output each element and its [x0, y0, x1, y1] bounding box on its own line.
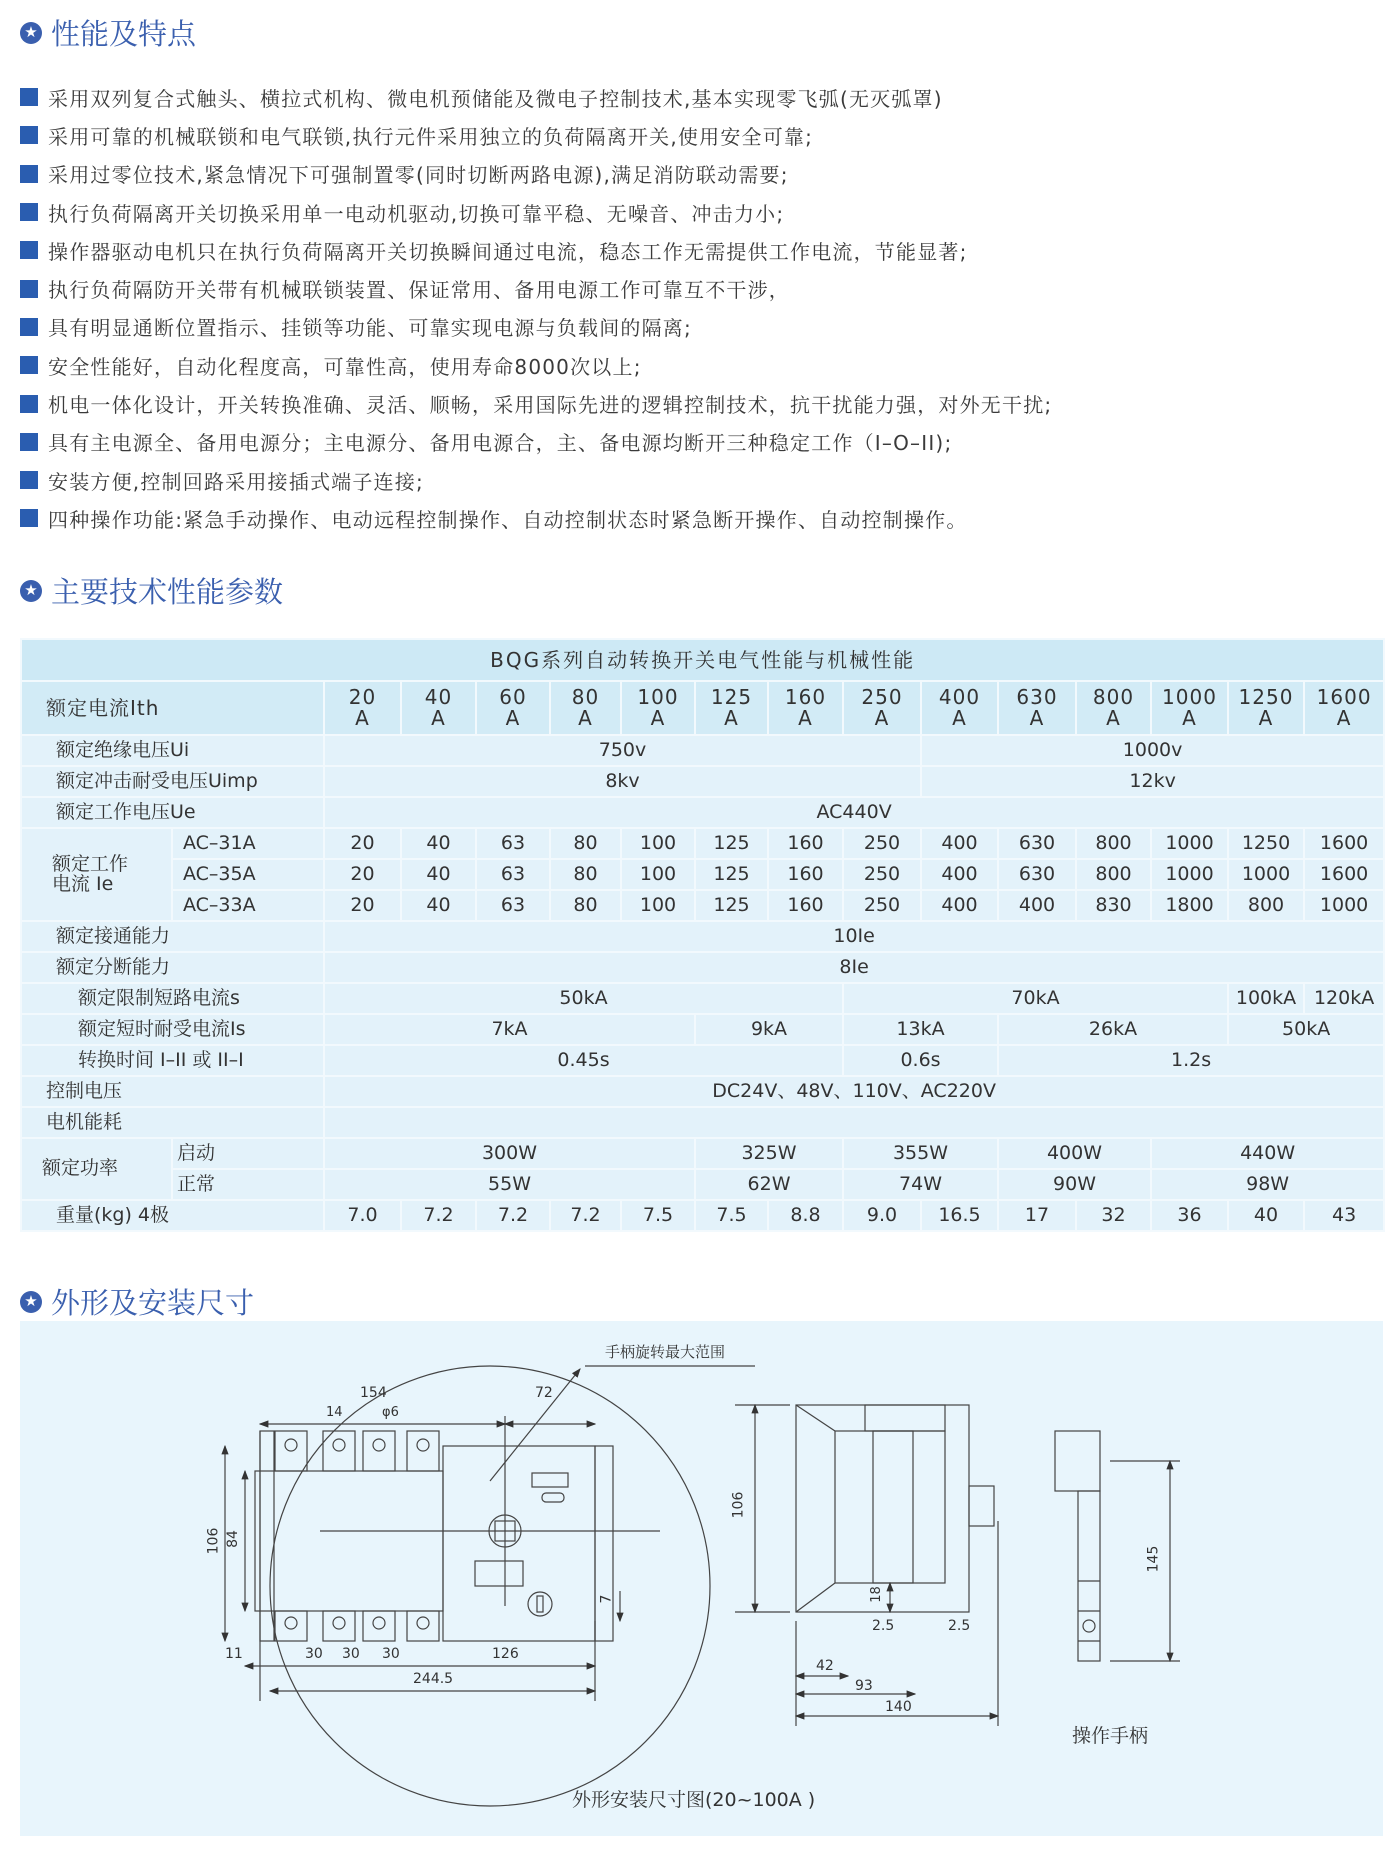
table-cell: 100kA	[1228, 983, 1304, 1014]
table-cell: 1600	[1304, 859, 1384, 890]
switch-body	[255, 1471, 443, 1611]
table-cell: 80	[550, 859, 621, 890]
section-heading-dimensions	[20, 1281, 254, 1322]
table-cell: 9.0	[843, 1200, 921, 1231]
square-bullet-icon	[20, 241, 38, 259]
table-cell: 830	[1076, 890, 1151, 921]
table-cell: 800	[1076, 859, 1151, 890]
table-cell: 400	[921, 859, 998, 890]
square-bullet-icon	[20, 165, 38, 183]
table-cell: 355W	[843, 1138, 998, 1169]
current-header: 630 A	[998, 681, 1076, 735]
square-bullet-icon	[20, 88, 38, 106]
table-cell: 1800	[1151, 890, 1228, 921]
square-bullet-icon	[20, 280, 38, 298]
table-cell: 36	[1151, 1200, 1228, 1231]
table-cell: 0.6s	[843, 1045, 998, 1076]
table-cell: 800	[1076, 828, 1151, 859]
table-cell: 400	[921, 828, 998, 859]
table-cell: 20	[324, 859, 401, 890]
current-header: 800 A	[1076, 681, 1151, 735]
table-cell: 90W	[998, 1169, 1151, 1200]
table-cell: 160	[768, 828, 843, 859]
dim-label: 42	[816, 1658, 834, 1674]
table-cell: 启动	[172, 1138, 324, 1169]
dim-label: 93	[855, 1678, 873, 1694]
table-cell: 1000v	[921, 735, 1384, 766]
table-cell: 400	[998, 890, 1076, 921]
dim-label: 30	[305, 1646, 323, 1662]
table-cell: 750v	[324, 735, 921, 766]
dimension-diagram-panel	[20, 1321, 1383, 1836]
dim-label: 140	[885, 1699, 912, 1715]
table-row	[21, 1076, 1384, 1107]
dim-label: 106	[730, 1491, 747, 1519]
table-cell: 额定绝缘电压Ui	[21, 735, 324, 766]
current-header: 125 A	[695, 681, 768, 735]
table-cell: 10Ie	[324, 921, 1384, 952]
table-cell: 7.2	[476, 1200, 550, 1231]
table-cell: 63	[476, 828, 550, 859]
table-cell: 8Ie	[324, 952, 1384, 983]
dim-label: 30	[342, 1646, 360, 1662]
work-current-label: 额定工作 电流 Ie	[21, 828, 172, 921]
dim-label: 18	[868, 1586, 884, 1603]
table-cell: 额定限制短路电流s	[21, 983, 324, 1014]
table-cell: 80	[550, 890, 621, 921]
current-header: 20 A	[324, 681, 401, 735]
dim-label: 2.5	[872, 1618, 895, 1634]
current-header: 1250 A	[1228, 681, 1304, 735]
table-row	[21, 766, 1384, 797]
table-cell: 重量(kg) 4极	[21, 1200, 324, 1231]
table-cell: 55W	[324, 1169, 695, 1200]
section-title: 主要技术性能参数	[51, 575, 284, 609]
list-item: 采用可靠的机械联锁和电气联锁,执行元件采用独立的负荷隔离开关,使用安全可靠;	[20, 116, 1320, 154]
table-cell: 50kA	[324, 983, 843, 1014]
table-cell: 8.8	[768, 1200, 843, 1231]
dim-label: 145	[1145, 1545, 1162, 1573]
table-cell: AC–31A	[172, 828, 324, 859]
table-cell: 额定接通能力	[21, 921, 324, 952]
feature-list	[20, 78, 1320, 538]
side-view-body	[796, 1405, 969, 1612]
square-bullet-icon	[20, 433, 38, 451]
list-item: 四种操作功能:紧急手动操作、电动远程控制操作、自动控制状态时紧急断开操作、自动控制操作。	[20, 499, 1320, 537]
table-cell: 250	[843, 828, 921, 859]
table-cell: 125	[695, 890, 768, 921]
table-cell: 20	[324, 828, 401, 859]
table-cell	[324, 1107, 1384, 1138]
square-bullet-icon	[20, 509, 38, 527]
current-header: 40 A	[401, 681, 476, 735]
list-item: 具有明显通断位置指示、挂锁等功能、可靠实现电源与负载间的隔离;	[20, 308, 1320, 346]
table-cell: 1000	[1151, 828, 1228, 859]
square-bullet-icon	[20, 318, 38, 336]
table-cell: 额定分断能力	[21, 952, 324, 983]
section-title: 性能及特点	[51, 17, 197, 51]
table-header-row	[21, 681, 1384, 735]
current-header: 60 A	[476, 681, 550, 735]
table-cell: 250	[843, 859, 921, 890]
table-title: BQG系列自动转换开关电气性能与机械性能	[21, 639, 1384, 681]
table-cell: 40	[401, 828, 476, 859]
table-cell: 40	[401, 890, 476, 921]
table-cell: 40	[1228, 1200, 1304, 1231]
table-cell: 8kv	[324, 766, 921, 797]
table-cell: 100	[621, 828, 695, 859]
section-heading-features	[20, 12, 196, 53]
table-row	[21, 1169, 1384, 1200]
table-cell: 400	[921, 890, 998, 921]
table-cell: 额定工作电压Ue	[21, 797, 324, 828]
table-cell: 7.2	[550, 1200, 621, 1231]
table-cell: 9kA	[695, 1014, 843, 1045]
table-cell: 1000	[1228, 859, 1304, 890]
table-cell: 40	[401, 859, 476, 890]
list-item: 机电一体化设计，开关转换准确、灵活、顺畅，采用国际先进的逻辑控制技术，抗干扰能力强，对外无干扰;	[20, 384, 1320, 422]
dim-label: 244.5	[413, 1671, 454, 1687]
table-cell: 额定短时耐受电流Is	[21, 1014, 324, 1045]
table-cell: 32	[1076, 1200, 1151, 1231]
table-row	[21, 859, 1384, 890]
current-header: 1600 A	[1304, 681, 1384, 735]
operating-handle	[1055, 1431, 1100, 1491]
table-cell: 70kA	[843, 983, 1228, 1014]
table-cell: 80	[550, 828, 621, 859]
rated-current-label: 额定电流Ith	[21, 681, 324, 735]
dim-label: 14	[326, 1405, 343, 1420]
dim-label: 2.5	[948, 1618, 971, 1634]
spec-table	[20, 638, 1385, 1232]
table-cell: 250	[843, 890, 921, 921]
star-circle-icon: ★	[20, 580, 42, 602]
table-row	[21, 1014, 1384, 1045]
table-cell: 300W	[324, 1138, 695, 1169]
table-cell: 43	[1304, 1200, 1384, 1231]
dimension-drawing	[20, 1321, 1383, 1836]
table-row	[21, 890, 1384, 921]
table-cell: 1600	[1304, 828, 1384, 859]
list-item: 具有主电源全、备用电源分；主电源分、备用电源合，主、备电源均断开三种稳定工作（I–O–II);	[20, 423, 1320, 461]
table-row	[21, 1138, 1384, 1169]
section-title: 外形及安装尺寸	[51, 1286, 255, 1320]
table-cell: 控制电压	[21, 1076, 324, 1107]
list-item: 安全性能好，自动化程度高，可靠性高，使用寿命8000次以上;	[20, 346, 1320, 384]
table-cell: 160	[768, 859, 843, 890]
table-cell: 63	[476, 890, 550, 921]
table-cell: 转换时间 I–II 或 II–I	[21, 1045, 324, 1076]
table-cell: 1000	[1304, 890, 1384, 921]
table-cell: 20	[324, 890, 401, 921]
table-cell: 400W	[998, 1138, 1151, 1169]
list-item: 执行负荷隔离开关切换采用单一电动机驱动,切换可靠平稳、无噪音、冲击力小;	[20, 193, 1320, 231]
handle-caption: 操作手柄	[1072, 1725, 1149, 1747]
table-cell: 7.5	[621, 1200, 695, 1231]
square-bullet-icon	[20, 395, 38, 413]
square-bullet-icon	[20, 356, 38, 374]
list-item: 安装方便,控制回路采用接插式端子连接;	[20, 461, 1320, 499]
dim-label: 11	[225, 1646, 243, 1662]
table-cell: 26kA	[998, 1014, 1228, 1045]
table-cell: AC–35A	[172, 859, 324, 890]
dim-label: 72	[535, 1385, 553, 1401]
current-header: 100 A	[621, 681, 695, 735]
star-circle-icon: ★	[20, 22, 42, 44]
figure-caption: 外形安装尺寸图(20~100A )	[572, 1789, 816, 1811]
table-cell: 1250	[1228, 828, 1304, 859]
table-cell: 74W	[843, 1169, 998, 1200]
dim-label: 7	[598, 1594, 615, 1604]
table-cell: 98W	[1151, 1169, 1384, 1200]
table-cell: 440W	[1151, 1138, 1384, 1169]
table-cell: 160	[768, 890, 843, 921]
table-cell: 13kA	[843, 1014, 998, 1045]
table-cell: 12kv	[921, 766, 1384, 797]
table-cell: DC24V、48V、110V、AC220V	[324, 1076, 1384, 1107]
list-item: 采用双列复合式触头、横拉式机构、微电机预储能及微电子控制技术,基本实现零飞弧(无灭弧罩)	[20, 78, 1320, 116]
dim-label: 126	[492, 1646, 519, 1662]
table-cell: 0.45s	[324, 1045, 843, 1076]
current-header: 160 A	[768, 681, 843, 735]
table-cell: 17	[998, 1200, 1076, 1231]
table-cell: 50kA	[1228, 1014, 1384, 1045]
table-cell: 800	[1228, 890, 1304, 921]
current-header: 1000 A	[1151, 681, 1228, 735]
table-row	[21, 1107, 1384, 1138]
table-cell: 7.2	[401, 1200, 476, 1231]
list-item: 操作器驱动电机只在执行负荷隔离开关切换瞬间通过电流，稳态工作无需提供工作电流，节能显著;	[20, 231, 1320, 269]
table-cell: 1000	[1151, 859, 1228, 890]
table-cell: 125	[695, 859, 768, 890]
dim-label: 154	[360, 1385, 387, 1401]
table-cell: 7.5	[695, 1200, 768, 1231]
table-row	[21, 828, 1384, 859]
table-cell: 额定功率	[21, 1138, 172, 1200]
list-item: 执行负荷隔防开关带有机械联锁装置、保证常用、备用电源工作可靠互不干涉，	[20, 269, 1320, 307]
dim-label: 106	[205, 1527, 222, 1555]
table-row	[21, 983, 1384, 1014]
table-cell: 120kA	[1304, 983, 1384, 1014]
table-cell: 62W	[695, 1169, 843, 1200]
table-cell: 125	[695, 828, 768, 859]
current-header: 80 A	[550, 681, 621, 735]
table-row	[21, 1200, 1384, 1231]
star-circle-icon: ★	[20, 1291, 42, 1313]
table-cell: 7.0	[324, 1200, 401, 1231]
table-cell: 16.5	[921, 1200, 998, 1231]
table-cell: AC440V	[324, 797, 1384, 828]
handle-range-label: 手柄旋转最大范围	[605, 1343, 726, 1361]
table-row	[21, 921, 1384, 952]
table-cell: 1.2s	[998, 1045, 1384, 1076]
table-cell: 630	[998, 859, 1076, 890]
table-row	[21, 797, 1384, 828]
table-cell: 100	[621, 890, 695, 921]
section-heading-params	[20, 570, 283, 611]
current-header: 400 A	[921, 681, 998, 735]
table-cell: AC–33A	[172, 890, 324, 921]
table-cell: 100	[621, 859, 695, 890]
table-cell: 7kA	[324, 1014, 695, 1045]
table-cell: 630	[998, 828, 1076, 859]
table-cell: 63	[476, 859, 550, 890]
table-cell: 电机能耗	[21, 1107, 324, 1138]
table-cell: 正常	[172, 1169, 324, 1200]
dim-label: 30	[382, 1646, 400, 1662]
table-row	[21, 952, 1384, 983]
square-bullet-icon	[20, 471, 38, 489]
table-row	[21, 1045, 1384, 1076]
square-bullet-icon	[20, 203, 38, 221]
table-cell: 325W	[695, 1138, 843, 1169]
table-row	[21, 735, 1384, 766]
controller-body	[443, 1446, 595, 1641]
square-bullet-icon	[20, 126, 38, 144]
current-header: 250 A	[843, 681, 921, 735]
list-item: 采用过零位技术,紧急情况下可强制置零(同时切断两路电源),满足消防联动需要;	[20, 155, 1320, 193]
table-cell: 额定冲击耐受电压Uimp	[21, 766, 324, 797]
dim-label: φ6	[382, 1405, 399, 1420]
dim-label: 84	[224, 1530, 241, 1548]
